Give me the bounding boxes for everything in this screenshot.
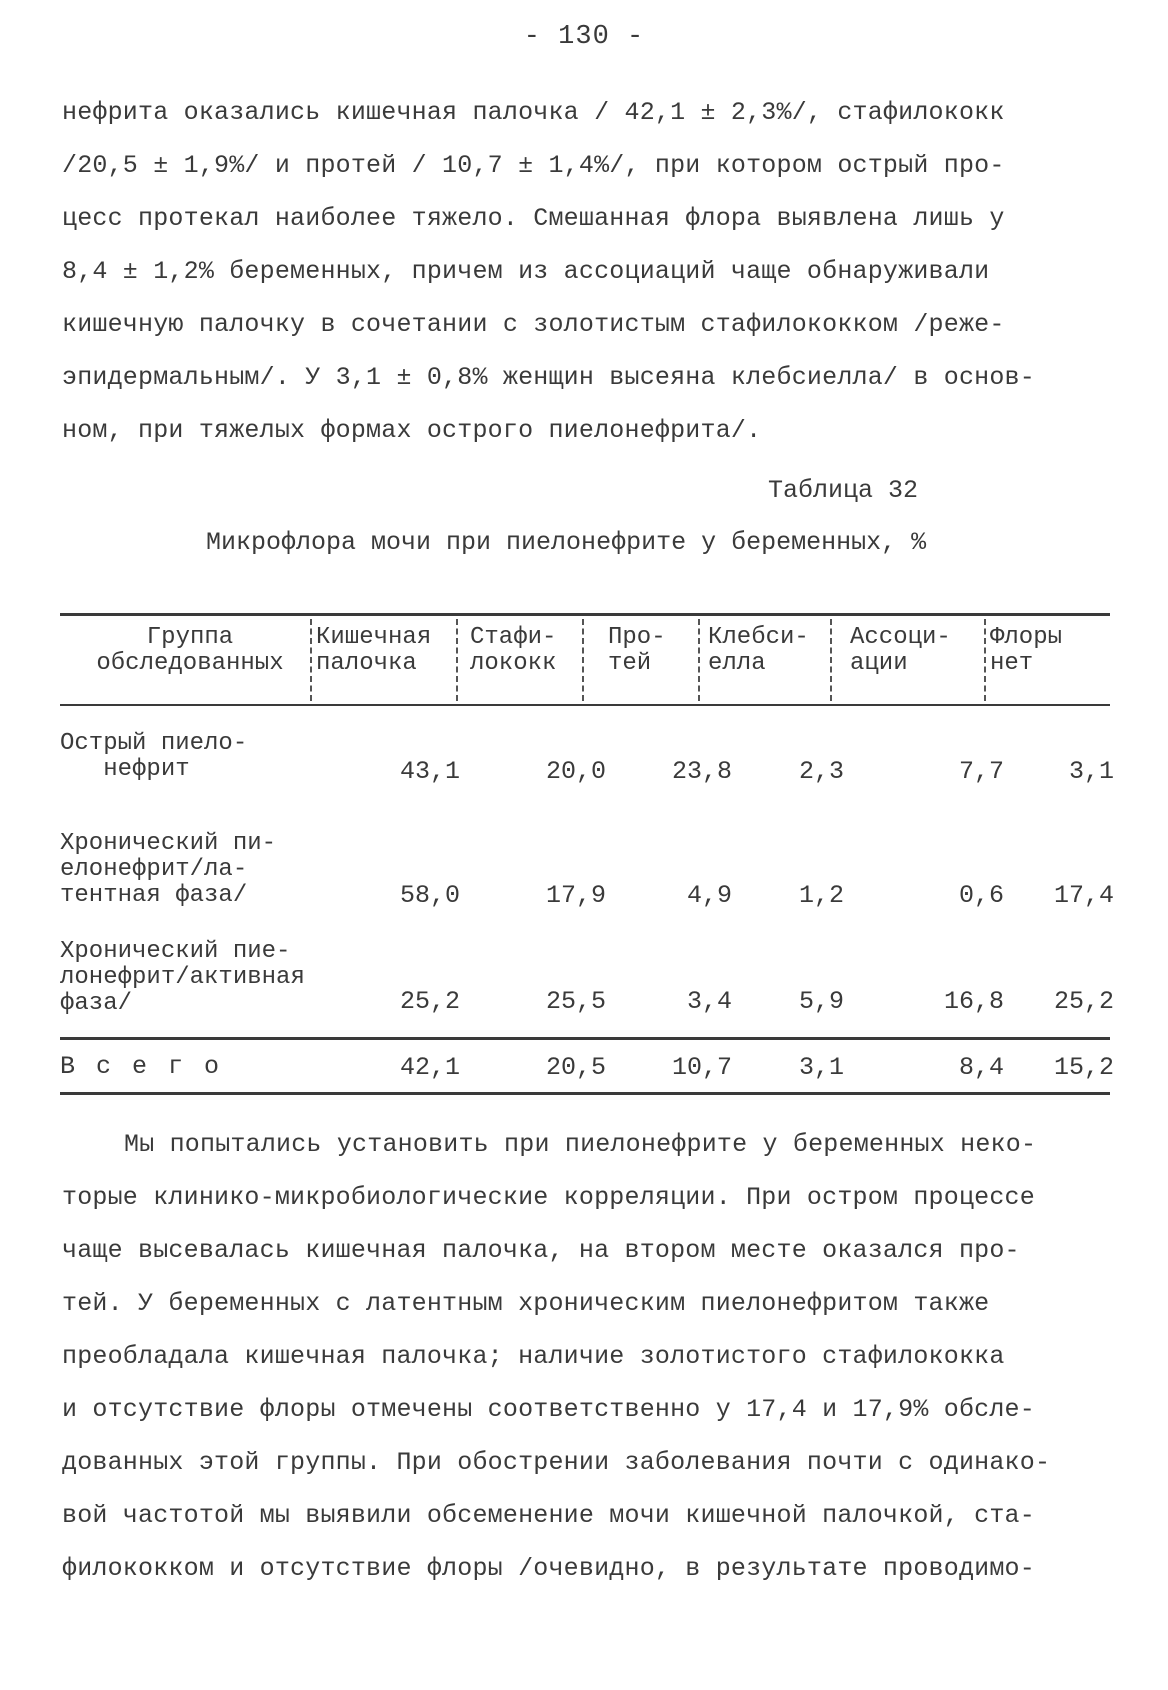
text-line: Мы попытались установить при пиелонефрите у беременных неко- — [124, 1130, 1037, 1159]
text-line: 8,4 ± 1,2% беременных, причем из ассоциаций чаще обнаруживали — [62, 257, 990, 286]
text-line: ном, при тяжелых формах острого пиелонефрита/. — [62, 416, 762, 445]
text-line: тей. У беременных с латентным хроническим пиелонефритом также — [62, 1289, 990, 1318]
text-line: нефрита оказались кишечная палочка / 42,1 ± 2,3%/, стафилококк — [62, 98, 1005, 127]
column-separator — [310, 619, 312, 701]
table-top-rule — [60, 613, 1110, 616]
table-bottom-rule — [60, 1092, 1110, 1095]
text-line: и отсутствие флоры отмечены соответственно у 17,4 и 17,9% обсле- — [62, 1395, 1035, 1424]
text-line: чаще высевалась кишечная палочка, на втором месте оказался про- — [62, 1236, 1020, 1265]
column-separator — [582, 619, 584, 701]
table-cell: 17,9 — [545, 881, 606, 910]
table-cell: 3,1 — [798, 1053, 844, 1082]
table-cell: 1,2 — [798, 881, 844, 910]
header-associations: Ассоци- ации — [850, 624, 951, 677]
table-cell: 10,7 — [671, 1053, 732, 1082]
header-staphylococcus: Стафи- лококк — [470, 624, 557, 677]
header-no-flora: Флоры нет — [990, 624, 1063, 677]
column-separator — [984, 619, 986, 701]
table-cell: 23,8 — [671, 757, 732, 786]
row-label-acute: Острый пиело- нефрит — [60, 730, 248, 783]
microflora-table — [60, 613, 1114, 1103]
text-line: вой частотой мы выявили обсеменение мочи кишечной палочкой, ста- — [62, 1501, 1035, 1530]
table-cell: 4,9 — [686, 881, 732, 910]
table-cell: 42,1 — [399, 1053, 460, 1082]
table-cell: 25,2 — [1053, 987, 1114, 1016]
text-line: дованных этой группы. При обострении заболевания почти с одинако- — [62, 1448, 1051, 1477]
table-cell: 5,9 — [798, 987, 844, 1016]
table-cell: 16,8 — [943, 987, 1004, 1016]
table-cell: 20,0 — [545, 757, 606, 786]
header-klebsiella: Клебси- елла — [708, 624, 809, 677]
table-cell: 58,0 — [399, 881, 460, 910]
table-cell: 0,6 — [958, 881, 1004, 910]
paragraph-after-table — [62, 1118, 1122, 1595]
column-separator — [830, 619, 832, 701]
table-cell: 17,4 — [1053, 881, 1114, 910]
table-cell: 25,2 — [399, 987, 460, 1016]
text-line: преобладала кишечная палочка; наличие золотистого стафилококка — [62, 1342, 1005, 1371]
column-separator — [456, 619, 458, 701]
row-label-total: В с е г о — [60, 1052, 223, 1081]
paragraph-before-table — [62, 86, 1122, 457]
text-line: кишечную палочку в сочетании с золотистым стафилококком /реже- — [62, 310, 1005, 339]
column-separator — [698, 619, 700, 701]
table-cell: 15,2 — [1053, 1053, 1114, 1082]
table-cell: 7,7 — [958, 757, 1004, 786]
table-header-rule — [60, 704, 1110, 706]
text-line: торые клинико-микробиологические корреляции. При остром процессе — [62, 1183, 1035, 1212]
page-number: - 130 - — [523, 22, 645, 52]
header-proteus: Про- тей — [608, 624, 666, 677]
text-line: цесс протекал наиболее тяжело. Смешанная флора выявлена лишь у — [62, 204, 1005, 233]
table-total-rule — [60, 1037, 1110, 1040]
table-cell: 3,4 — [686, 987, 732, 1016]
table-label: Таблица 32 — [768, 476, 919, 505]
table-cell: 2,3 — [798, 757, 844, 786]
row-label-chronic-active: Хронический пие- лонефрит/активная фаза/ — [60, 938, 305, 1017]
text-line: эпидермальным/. У 3,1 ± 0,8% женщин высеяна клебсиелла/ в основ- — [62, 363, 1035, 392]
header-group: Группа обследованных — [96, 624, 284, 677]
table-cell: 43,1 — [399, 757, 460, 786]
header-e-coli: Кишечная палочка — [316, 624, 432, 677]
text-line: филококком и отсутствие флоры /очевидно, в результате проводимо- — [62, 1554, 1035, 1583]
table-caption: Микрофлора мочи при пиелонефрите у беременных, % — [206, 528, 927, 557]
row-label-chronic-latent: Хронический пи- елонефрит/ла- тентная фаза/ — [60, 830, 277, 909]
table-cell: 25,5 — [545, 987, 606, 1016]
table-cell: 3,1 — [1068, 757, 1114, 786]
text-line: /20,5 ± 1,9%/ и протей / 10,7 ± 1,4%/, при котором острый про- — [62, 151, 1005, 180]
table-cell: 20,5 — [545, 1053, 606, 1082]
table-cell: 8,4 — [958, 1053, 1004, 1082]
